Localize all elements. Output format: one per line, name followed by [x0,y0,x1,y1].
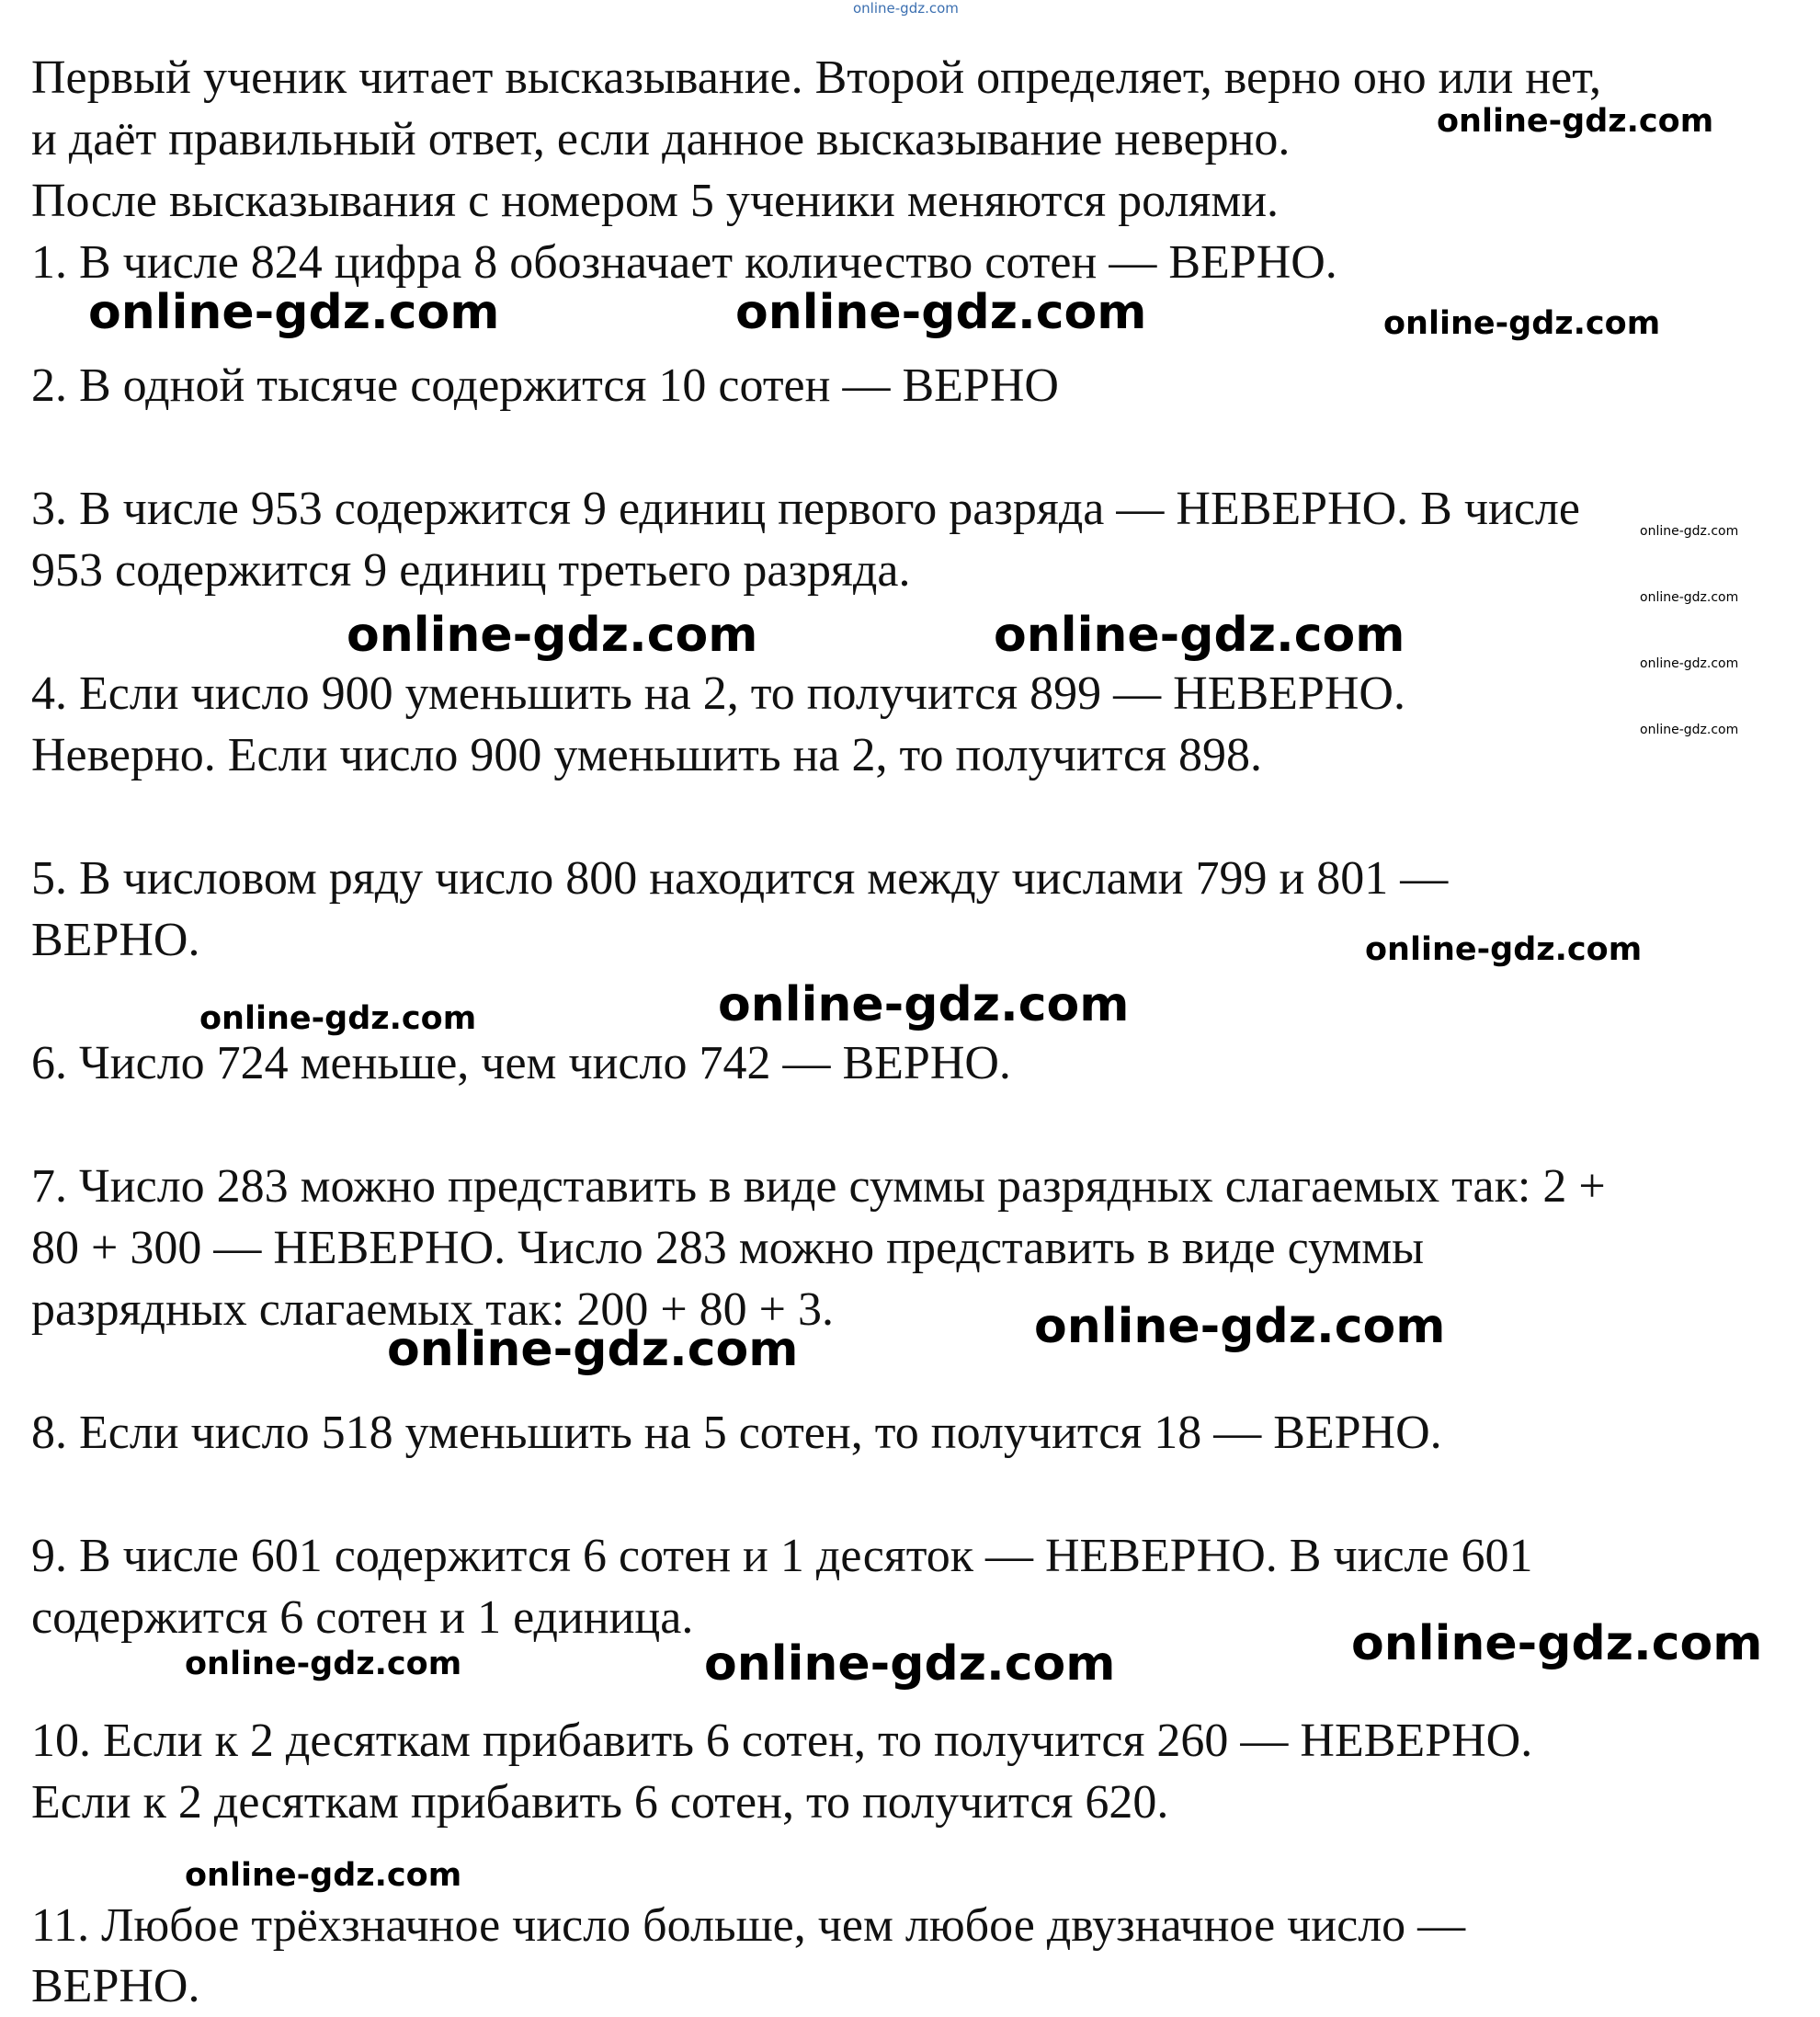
watermark: online-gdz.com [1034,1299,1446,1354]
watermark: online-gdz.com [1640,590,1739,605]
statement-7: 7. Число 283 можно представить в виде суммы разрядных слагаемых так: 2 + [31,1160,1606,1213]
watermark: online-gdz.com [1640,656,1739,671]
statement-1: 1. В числе 824 цифра 8 обозначает количество сотен — ВЕРНО. [31,236,1337,289]
watermark: online-gdz.com [1383,305,1661,342]
watermark: online-gdz.com [735,285,1147,340]
watermark: online-gdz.com [185,1646,462,1682]
statement-4: 4. Если число 900 уменьшить на 2, то получится 899 — НЕВЕРНО. [31,667,1405,720]
watermark: online-gdz.com [88,285,500,340]
watermark: online-gdz.com [1640,524,1739,539]
watermark: online-gdz.com [387,1322,799,1377]
watermark: online-gdz.com [1365,931,1643,968]
watermark: online-gdz.com [704,1636,1116,1692]
statement-7-cont: 80 + 300 — НЕВЕРНО. Число 283 можно представить в виде суммы [31,1222,1425,1274]
statement-9: 9. В числе 601 содержится 6 сотен и 1 десяток — НЕВЕРНО. В числе 601 [31,1530,1533,1582]
watermark: online-gdz.com [853,0,959,17]
statement-11-cont: ВЕРНО. [31,1960,200,2012]
watermark: online-gdz.com [347,608,758,663]
statement-4-cont: Неверно. Если число 900 уменьшить на 2, то получится 898. [31,729,1262,781]
intro-line: и даёт правильный ответ, если данное высказывание неверно. [31,113,1291,165]
intro-line: Первый ученик читает высказывание. Второй определяет, верно оно или нет, [31,51,1602,104]
watermark: online-gdz.com [718,977,1130,1032]
statement-7-cont: разрядных слагаемых так: 200 + 80 + 3. [31,1283,835,1336]
statement-3: 3. В числе 953 содержится 9 единиц первого разряда — НЕВЕРНО. В числе [31,483,1580,535]
statement-5: 5. В числовом ряду число 800 находится между числами 799 и 801 — [31,852,1449,905]
watermark: online-gdz.com [994,608,1405,663]
watermark: online-gdz.com [1351,1616,1763,1671]
watermark: online-gdz.com [199,1000,477,1037]
intro-line: После высказывания с номером 5 ученики меняются ролями. [31,175,1280,227]
watermark: online-gdz.com [1640,723,1739,737]
statement-3-cont: 953 содержится 9 единиц третьего разряда. [31,544,911,597]
watermark: online-gdz.com [1437,103,1714,140]
statement-2: 2. В одной тысяче содержится 10 сотен — ВЕРНО [31,359,1059,412]
statement-10: 10. Если к 2 десяткам прибавить 6 сотен, то получится 260 — НЕВЕРНО. [31,1715,1533,1767]
statement-8: 8. Если число 518 уменьшить на 5 сотен, то получится 18 — ВЕРНО. [31,1407,1442,1459]
statement-11: 11. Любое трёхзначное число больше, чем любое двузначное число — [31,1899,1466,1952]
statement-9-cont: содержится 6 сотен и 1 единица. [31,1591,694,1644]
watermark: online-gdz.com [185,1857,462,1894]
statement-6: 6. Число 724 меньше, чем число 742 — ВЕРНО. [31,1037,1011,1089]
statement-10-cont: Если к 2 десяткам прибавить 6 сотен, то получится 620. [31,1776,1169,1829]
statement-5-cont: ВЕРНО. [31,914,200,966]
